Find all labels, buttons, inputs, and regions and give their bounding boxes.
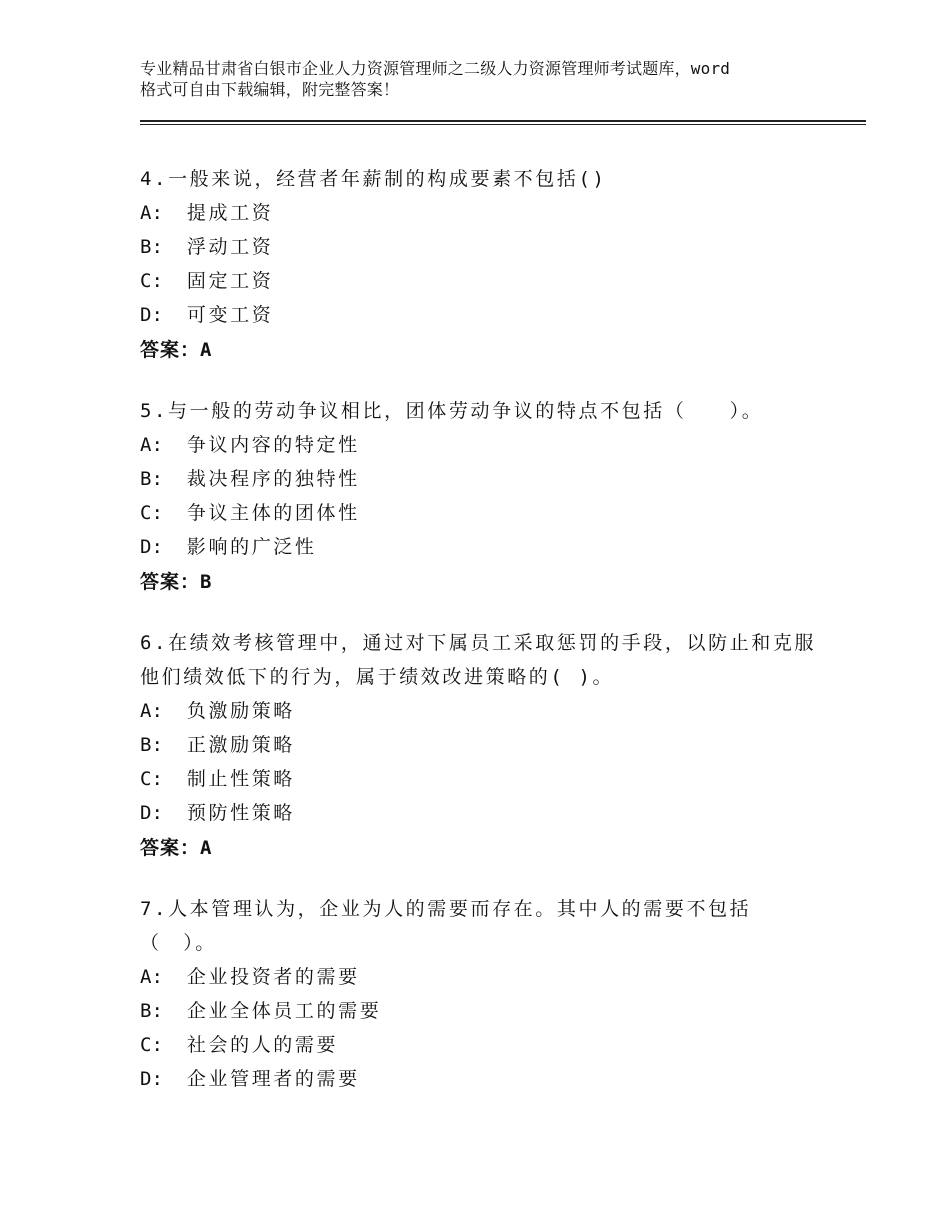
header-title-line-2: 格式可自由下载编辑，附完整答案！	[140, 80, 400, 99]
option-a	[140, 428, 820, 462]
option-letter: D:	[140, 536, 163, 558]
option-letter: B:	[140, 468, 163, 490]
question-stem: 5.与一般的劳动争议相比，团体劳动争议的特点不包括（ ）。	[140, 400, 764, 422]
option-text: 争议内容的特定性	[186, 434, 360, 456]
option-text: 提成工资	[186, 202, 274, 224]
option-text: 浮动工资	[186, 236, 274, 258]
answer-line: 答案：A	[140, 837, 213, 859]
header-title-line-1: 专业精品甘肃省白银市企业人力资源管理师之二级人力资源管理师考试题库，word	[140, 59, 731, 78]
question-4	[140, 162, 820, 368]
option-letter: D:	[140, 802, 163, 824]
option-letter: C:	[140, 270, 163, 292]
question-list	[140, 162, 820, 1122]
option-b	[140, 994, 820, 1028]
option-letter: A:	[140, 966, 163, 988]
question-6	[140, 626, 820, 866]
option-letter: D:	[140, 1068, 163, 1090]
option-b	[140, 728, 820, 762]
option-c	[140, 496, 820, 530]
option-text: 争议主体的团体性	[186, 502, 360, 524]
question-7	[140, 892, 820, 1096]
option-letter: C:	[140, 768, 163, 790]
header-divider-thick	[140, 120, 866, 122]
option-text: 社会的人的需要	[186, 1034, 339, 1056]
option-a	[140, 694, 820, 728]
option-letter: A:	[140, 700, 163, 722]
option-text: 正激励策略	[186, 734, 295, 756]
option-text: 企业全体员工的需要	[186, 1000, 382, 1022]
option-letter: B:	[140, 734, 163, 756]
answer-line: 答案：A	[140, 339, 213, 361]
option-c	[140, 762, 820, 796]
option-c	[140, 264, 820, 298]
option-d	[140, 1062, 820, 1096]
option-letter: C:	[140, 502, 163, 524]
option-c	[140, 1028, 820, 1062]
option-a	[140, 196, 820, 230]
option-text: 裁决程序的独特性	[186, 468, 360, 490]
option-text: 可变工资	[186, 304, 274, 326]
option-b	[140, 230, 820, 264]
question-5	[140, 394, 820, 600]
document-header	[140, 58, 840, 100]
option-b	[140, 462, 820, 496]
option-letter: B:	[140, 1000, 163, 1022]
option-text: 企业管理者的需要	[186, 1068, 360, 1090]
answer-line: 答案：B	[140, 571, 213, 593]
option-letter: D:	[140, 304, 163, 326]
option-a	[140, 960, 820, 994]
option-text: 负激励策略	[186, 700, 295, 722]
question-stem: 4.一般来说，经营者年薪制的构成要素不包括()	[140, 168, 607, 190]
question-stem: 7.人本管理认为，企业为人的需要而存在。其中人的需要不包括（ ）。	[140, 898, 752, 954]
option-letter: A:	[140, 202, 163, 224]
option-text: 预防性策略	[186, 802, 295, 824]
option-text: 影响的广泛性	[186, 536, 317, 558]
question-stem: 6.在绩效考核管理中，通过对下属员工采取惩罚的手段，以防止和克服他们绩效低下的行为，属于绩效改进策略的( )。	[140, 632, 817, 688]
option-d	[140, 796, 820, 830]
option-text: 制止性策略	[186, 768, 295, 790]
option-text: 企业投资者的需要	[186, 966, 360, 988]
option-d	[140, 530, 820, 564]
option-d	[140, 298, 820, 332]
option-letter: A:	[140, 434, 163, 456]
option-letter: C:	[140, 1034, 163, 1056]
option-letter: B:	[140, 236, 163, 258]
header-divider-thin	[140, 124, 866, 125]
option-text: 固定工资	[186, 270, 274, 292]
